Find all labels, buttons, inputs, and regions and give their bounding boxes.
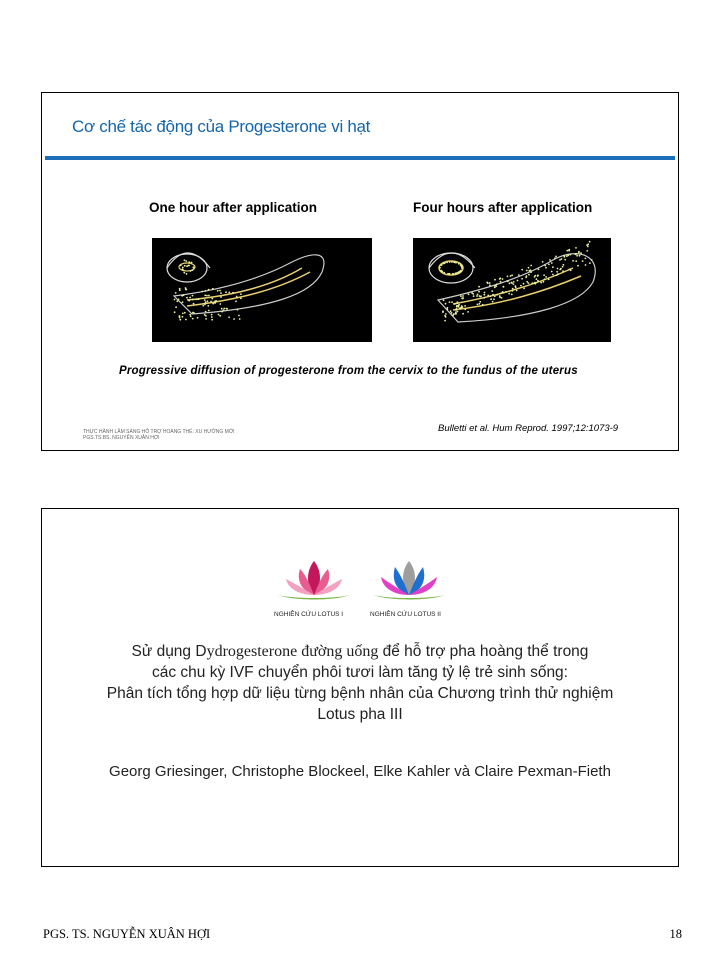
study-title: [42, 641, 678, 725]
diffusion-dot: [185, 260, 187, 262]
diffusion-dot: [448, 273, 450, 275]
diffusion-dot: [462, 306, 464, 308]
diffusion-dot: [179, 315, 181, 317]
diffusion-dot: [556, 271, 558, 273]
diffusion-dot: [569, 254, 571, 256]
diffusion-dot: [192, 318, 194, 320]
diffusion-dot: [210, 301, 212, 303]
diffusion-dot: [575, 260, 577, 262]
diffusion-dot: [205, 318, 207, 320]
diffusion-dot: [208, 289, 210, 291]
diffusion-dot: [482, 304, 484, 306]
diffusion-dot: [450, 310, 452, 312]
diffusion-dot: [184, 259, 186, 261]
diffusion-dot: [454, 313, 456, 315]
diffusion-dot: [579, 255, 581, 257]
diffusion-dot: [572, 260, 574, 262]
diffusion-dot: [236, 296, 238, 298]
diffusion-dot: [174, 311, 176, 313]
diffusion-dot: [576, 255, 578, 257]
diffusion-dot: [563, 264, 565, 266]
diffusion-dot: [221, 311, 223, 313]
diffusion-dot: [528, 270, 530, 272]
diffusion-dot: [526, 281, 528, 283]
diffusion-dot: [582, 260, 584, 262]
diffusion-dot: [206, 295, 208, 297]
diffusion-dot: [202, 305, 204, 307]
diffusion-dot: [461, 266, 463, 268]
diffusion-dot: [551, 271, 553, 273]
diffusion-dot: [523, 288, 525, 290]
diffusion-dot: [444, 320, 446, 322]
diffusion-dot: [205, 301, 207, 303]
diffusion-dot: [521, 278, 523, 280]
study-title-line4: Lotus pha III: [317, 706, 403, 723]
diffusion-dot: [543, 281, 545, 283]
diffusion-dot: [502, 291, 504, 293]
diffusion-dot: [220, 292, 222, 294]
diffusion-dot: [189, 262, 191, 264]
diffusion-dot: [478, 286, 480, 288]
diffusion-dot: [511, 274, 513, 276]
diffusion-dot: [545, 267, 547, 269]
diffusion-dot: [179, 319, 181, 321]
diffusion-dot: [456, 308, 458, 310]
diffusion-dot: [462, 295, 464, 297]
slide-footer-line2: PGS.TS.BS. NGUYỄN XUÂN HỢI: [83, 435, 160, 441]
diffusion-dot: [190, 270, 192, 272]
diffusion-dot: [452, 314, 454, 316]
diffusion-dot: [442, 311, 444, 313]
study-title-line2: các chu kỳ IVF chuyển phôi tươi làm tăng tỷ lệ trẻ sinh sống:: [152, 664, 568, 681]
diffusion-dot: [188, 300, 190, 302]
diffusion-dot: [240, 293, 242, 295]
diffusion-dot: [494, 287, 496, 289]
diffusion-dot: [456, 305, 458, 307]
diffusion-dot: [562, 270, 564, 272]
study-title-line3: Phân tích tổng hợp dữ liệu từng bệnh nhân của Chương trình thử nghiệm: [106, 685, 614, 702]
diffusion-dot: [449, 301, 451, 303]
diffusion-dot: [492, 294, 494, 296]
diffusion-dot: [521, 269, 523, 271]
diffusion-dot: [182, 301, 184, 303]
diffusion-dot: [479, 303, 481, 305]
diffusion-dot: [449, 261, 451, 263]
diffusion-dot: [548, 279, 550, 281]
diffusion-dot: [445, 313, 447, 315]
diffusion-dot: [441, 270, 443, 272]
diffusion-dot: [228, 316, 230, 318]
diffusion-dot: [542, 261, 544, 263]
diffusion-dot: [188, 265, 190, 267]
diffusion-dot: [193, 303, 195, 305]
caption-four-hours: Four hours after application: [413, 200, 593, 215]
diffusion-dot: [566, 250, 568, 252]
diffusion-dot: [543, 274, 545, 276]
diffusion-dot: [196, 299, 198, 301]
diffusion-dot: [184, 312, 186, 314]
diffusion-dot: [460, 295, 462, 297]
lotus-2-label: NGHIÊN CỨU LOTUS II: [370, 611, 441, 618]
diffusion-dot: [192, 299, 194, 301]
diffusion-dot: [484, 297, 486, 299]
diffusion-dot: [516, 290, 518, 292]
diffusion-dot: [443, 299, 445, 301]
diffusion-dot: [205, 315, 207, 317]
diffusion-dot: [205, 290, 207, 292]
diffusion-dot: [512, 288, 514, 290]
diffusion-dot: [214, 302, 216, 304]
diffusion-dot: [186, 297, 188, 299]
diffusion-dot: [174, 299, 176, 301]
diffusion-dot: [589, 241, 591, 243]
diffusion-dot: [447, 307, 449, 309]
diffusion-dot: [540, 282, 542, 284]
diffusion-dot: [548, 264, 550, 266]
diffusion-dot: [478, 291, 480, 293]
page-number: 18: [669, 927, 682, 941]
diffusion-dot: [477, 294, 479, 296]
diffusion-dot: [476, 295, 478, 297]
diffusion-dot: [225, 291, 227, 293]
diffusion-dot: [517, 280, 519, 282]
diffusion-dot: [221, 308, 223, 310]
slide-progesterone-mechanism: [41, 92, 679, 451]
study-title-part1: Sử dụng D: [131, 643, 207, 660]
diffusion-dot: [212, 303, 214, 305]
diffusion-dot: [483, 294, 485, 296]
diffusion-dot: [578, 251, 580, 253]
diffusion-dot: [500, 281, 502, 283]
diffusion-dot: [445, 303, 447, 305]
diffusion-dot: [240, 298, 242, 300]
diffusion-dot: [440, 264, 442, 266]
diffusion-dot: [510, 275, 512, 277]
diffusion-dot: [454, 303, 456, 305]
diffusion-dot: [508, 293, 510, 295]
diffusion-dot: [443, 272, 445, 274]
diffusion-dot: [204, 299, 206, 301]
study-title-part2: để hỗ trợ pha hoàng thể trong: [378, 643, 589, 660]
diffusion-dot: [489, 282, 491, 284]
diffusion-dot: [176, 300, 178, 302]
diffusion-dot: [219, 290, 221, 292]
uterus-diagram-one-hour: [152, 238, 372, 342]
diffusion-dot: [220, 296, 222, 298]
diffusion-dot: [228, 292, 230, 294]
diffusion-dot: [457, 301, 459, 303]
diffusion-dot: [509, 282, 511, 284]
figure-subtitle: Progressive diffusion of progesterone from the cervix to the fundus of the uterus: [119, 365, 578, 377]
diffusion-dot: [537, 274, 539, 276]
diffusion-dot: [207, 300, 209, 302]
diffusion-dot: [538, 269, 540, 271]
diffusion-dot: [211, 314, 213, 316]
diffusion-dot: [525, 277, 527, 279]
diffusion-dot: [557, 273, 559, 275]
diffusion-dot: [484, 292, 486, 294]
diffusion-dot: [477, 304, 479, 306]
diffusion-dot: [557, 268, 559, 270]
diffusion-dot: [197, 317, 199, 319]
diffusion-dot: [526, 270, 528, 272]
diffusion-dot: [219, 315, 221, 317]
diffusion-dot: [211, 298, 213, 300]
diffusion-dot: [452, 273, 454, 275]
diffusion-dot: [591, 259, 593, 261]
diffusion-dot: [446, 262, 448, 264]
diffusion-dot: [211, 316, 213, 318]
diffusion-dot: [544, 265, 546, 267]
diffusion-dot: [468, 293, 470, 295]
slide-lotus-study: [41, 508, 679, 867]
diffusion-dot: [561, 258, 563, 260]
diffusion-dot: [551, 262, 553, 264]
diffusion-dot: [205, 311, 207, 313]
diffusion-dot: [575, 254, 577, 256]
diffusion-dot: [460, 307, 462, 309]
diffusion-dot: [534, 275, 536, 277]
diffusion-dot: [531, 282, 533, 284]
diffusion-dot: [490, 298, 492, 300]
diffusion-dot: [570, 269, 572, 271]
diffusion-dot: [204, 295, 206, 297]
diffusion-dot: [467, 311, 469, 313]
diffusion-dot: [451, 312, 453, 314]
diffusion-dot: [568, 250, 570, 252]
diffusion-dot: [499, 278, 501, 280]
diffusion-dot: [536, 278, 538, 280]
diffusion-dot: [512, 290, 514, 292]
diffusion-dot: [186, 273, 188, 275]
diffusion-dot: [189, 314, 191, 316]
diffusion-dot: [459, 271, 461, 273]
diffusion-dot: [453, 261, 455, 263]
diffusion-dot: [223, 309, 225, 311]
diffusion-dot: [513, 283, 515, 285]
diffusion-dot: [564, 259, 566, 261]
diffusion-dot: [212, 288, 214, 290]
diffusion-dot: [555, 256, 557, 258]
diffusion-dot: [503, 286, 505, 288]
diffusion-dot: [180, 265, 182, 267]
diffusion-dot: [178, 299, 180, 301]
diffusion-dot: [219, 303, 221, 305]
diffusion-dot: [554, 257, 556, 259]
diffusion-dot: [192, 295, 194, 297]
diffusion-dot: [238, 315, 240, 317]
diffusion-dot: [207, 305, 209, 307]
lotus-2-logo-icon: [369, 555, 449, 603]
diffusion-dot: [225, 308, 227, 310]
caption-one-hour: One hour after application: [149, 200, 318, 215]
diffusion-dot: [506, 280, 508, 282]
diffusion-dot: [464, 305, 466, 307]
diffusion-dot: [549, 259, 551, 261]
diffusion-dot: [575, 247, 577, 249]
diffusion-dot: [462, 313, 464, 315]
diffusion-dot: [473, 295, 475, 297]
diffusion-dot: [544, 278, 546, 280]
diffusion-dot: [530, 265, 532, 267]
diffusion-dot: [182, 270, 184, 272]
diffusion-dot: [518, 274, 520, 276]
diffusion-dot: [545, 276, 547, 278]
diffusion-dot: [208, 295, 210, 297]
diffusion-dot: [499, 295, 501, 297]
diffusion-dot: [191, 262, 193, 264]
diffusion-dot: [490, 295, 492, 297]
diffusion-dot: [175, 292, 177, 294]
diffusion-dot: [184, 265, 186, 267]
diffusion-dot: [489, 284, 491, 286]
diffusion-dot: [560, 268, 562, 270]
diffusion-dot: [201, 291, 203, 293]
diffusion-dot: [580, 252, 582, 254]
diffusion-dot: [443, 263, 445, 265]
diffusion-dot: [192, 269, 194, 271]
citation: Bulletti et al. Hum Reprod. 1997;12:1073-9: [438, 423, 619, 434]
diffusion-dot: [223, 308, 225, 310]
diffusion-dot: [182, 316, 184, 318]
slide-title: Cơ chế tác động của Progesterone vi hạt: [72, 117, 371, 136]
diffusion-dot: [537, 280, 539, 282]
diffusion-dot: [493, 298, 495, 300]
diffusion-dot: [513, 281, 515, 283]
diffusion-dot: [562, 266, 564, 268]
diffusion-dot: [495, 285, 497, 287]
diffusion-dot: [552, 274, 554, 276]
diffusion-dot: [494, 279, 496, 281]
diffusion-dot: [239, 318, 241, 320]
diffusion-dot: [567, 255, 569, 257]
diffusion-dot: [175, 306, 177, 308]
diffusion-dot: [464, 309, 466, 311]
diffusion-dot: [462, 298, 464, 300]
diffusion-dot: [232, 292, 234, 294]
diffusion-dot: [235, 300, 237, 302]
diffusion-dot: [183, 294, 185, 296]
diffusion-dot: [458, 305, 460, 307]
diffusion-dot: [587, 246, 589, 248]
diffusion-dot: [189, 297, 191, 299]
diffusion-dot: [530, 271, 532, 273]
diffusion-dot: [204, 303, 206, 305]
diffusion-dot: [451, 261, 453, 263]
diffusion-dot: [500, 292, 502, 294]
diffusion-dot: [505, 291, 507, 293]
diffusion-dot: [586, 250, 588, 252]
diffusion-dot: [486, 282, 488, 284]
diffusion-dot: [520, 285, 522, 287]
study-title-line1: [42, 641, 678, 662]
diffusion-dot: [182, 313, 184, 315]
diffusion-dot: [494, 295, 496, 297]
title-divider: [45, 156, 675, 160]
diffusion-dot: [496, 283, 498, 285]
uterus-diagram-four-hours: [413, 238, 611, 342]
diffusion-dot: [511, 282, 513, 284]
diffusion-dot: [179, 289, 181, 291]
diffusion-dot: [563, 255, 565, 257]
diffusion-dot: [534, 282, 536, 284]
diffusion-dot: [515, 285, 517, 287]
diffusion-dot: [211, 319, 213, 321]
lotus-1-logo-icon: [274, 555, 354, 603]
diffusion-dot: [439, 267, 441, 269]
diffusion-dot: [183, 272, 185, 274]
diffusion-dot: [528, 274, 530, 276]
diffusion-dot: [454, 273, 456, 275]
diffusion-dot: [589, 262, 591, 264]
diffusion-dot: [587, 243, 589, 245]
diffusion-dot: [568, 269, 570, 271]
diffusion-dot: [487, 295, 489, 297]
diffusion-dot: [451, 301, 453, 303]
diffusion-dot: [193, 266, 195, 268]
diffusion-dot: [552, 266, 554, 268]
diffusion-dot: [182, 267, 184, 269]
diffusion-dot: [585, 264, 587, 266]
lotus-1-label: NGHIÊN CỨU LOTUS I: [274, 611, 344, 618]
diffusion-dot: [218, 314, 220, 316]
diffusion-dot: [559, 259, 561, 261]
diffusion-dot: [458, 263, 460, 265]
diffusion-dot: [445, 316, 447, 318]
diffusion-dot: [502, 278, 504, 280]
diffusion-dot: [492, 301, 494, 303]
study-title-drug: ydrogesterone đường uống: [206, 643, 379, 660]
page-footer-author: PGS. TS. NGUYỄN XUÂN HỢI: [43, 927, 211, 941]
diffusion-dot: [511, 294, 513, 296]
diffusion-dot: [577, 265, 579, 267]
slide-footer-line1: THỰC HÀNH LÂM SÀNG HỖ TRỢ HOÀNG THỂ: XU HƯỚNG MỚI: [83, 429, 235, 435]
diffusion-dot: [523, 283, 525, 285]
diffusion-dot: [185, 319, 187, 321]
diffusion-dot: [198, 298, 200, 300]
study-authors: Georg Griesinger, Christophe Blockeel, Elke Kahler và Claire Pexman-Fieth: [109, 763, 611, 780]
diffusion-dot: [190, 315, 192, 317]
slide-footer: [83, 429, 235, 441]
diffusion-dot: [217, 290, 219, 292]
diffusion-dot: [457, 311, 459, 313]
diffusion-dot: [208, 310, 210, 312]
diffusion-dot: [471, 292, 473, 294]
diffusion-dot: [479, 301, 481, 303]
diffusion-dot: [496, 294, 498, 296]
diffusion-dot: [479, 296, 481, 298]
diffusion-dot: [192, 312, 194, 314]
diffusion-dot: [237, 309, 239, 311]
diffusion-dot: [491, 290, 493, 292]
diffusion-dot: [507, 276, 509, 278]
diffusion-dot: [185, 287, 187, 289]
diffusion-dot: [233, 318, 235, 320]
diffusion-dot: [528, 267, 530, 269]
diffusion-dot: [585, 258, 587, 260]
